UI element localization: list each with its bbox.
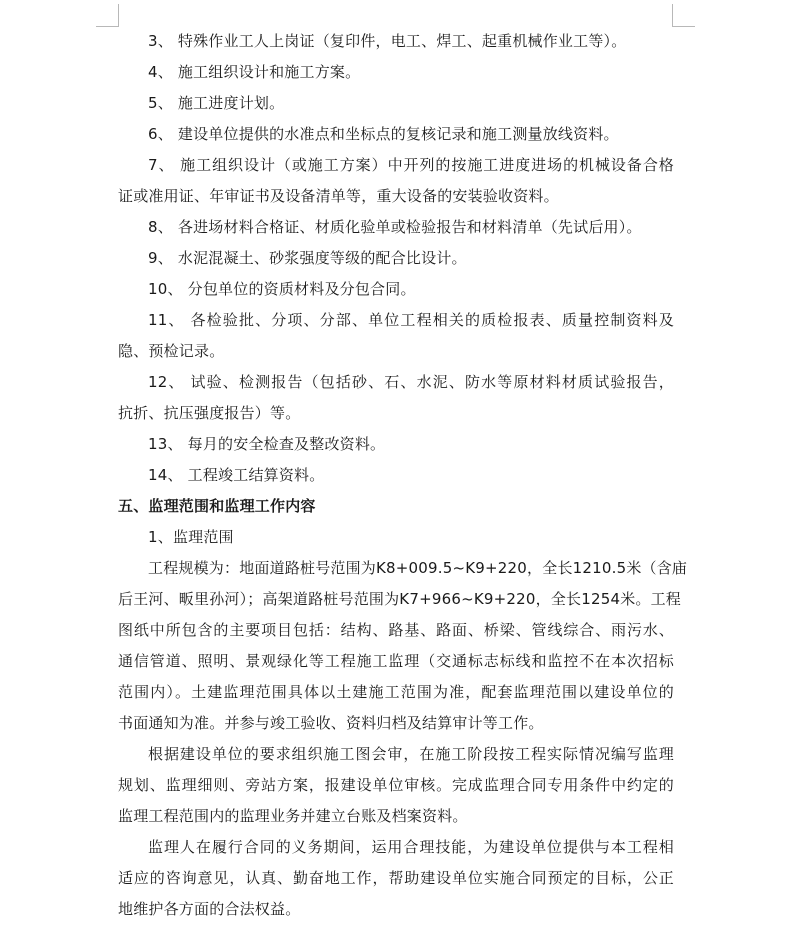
crop-mark-top-right-horizontal [672,26,695,27]
crop-mark-top-left-horizontal [96,26,119,27]
paragraph-3-line-3: 地维护各方面的合法权益。 [118,900,301,918]
list-item-6: 6、 建设单位提供的水准点和坐标点的复核记录和施工测量放线资料。 [148,125,619,143]
list-item-9: 9、 水泥混凝土、砂浆强度等级的配合比设计。 [148,249,467,267]
list-item-11-continued: 隐、预检记录。 [118,342,225,360]
paragraph-1-line-5: 范围内）。土建监理范围具体以土建施工范围为准，配套监理范围以建设单位的 [118,683,674,701]
list-item-14: 14、 工程竣工结算资料。 [148,466,325,484]
paragraph-1-line-2: 后王河、畈里孙河）；高架道路桩号范围为K7+966~K9+220，全长1254米。工程 [118,590,682,608]
paragraph-1-line-1: 工程规模为：地面道路桩号范围为K8+009.5~K9+220，全长1210.5米（含庙 [148,559,688,577]
paragraph-1-line-4: 通信管道、照明、景观绿化等工程施工监理（交通标志标线和监控不在本次招标 [118,652,674,670]
paragraph-1-line-6: 书面通知为准。并参与竣工验收、资料归档及结算审计等工作。 [118,714,544,732]
document-body [118,26,688,925]
paragraph-1-line-3: 图纸中所包含的主要项目包括：结构、路基、路面、桥梁、管线综合、雨污水、 [118,621,674,639]
list-item-5: 5、 施工进度计划。 [148,94,285,112]
list-item-3: 3、 特殊作业工人上岗证（复印件，电工、焊工、起重机械作业工等）。 [148,32,627,50]
paragraph-3-line-1: 监理人在履行合同的义务期间，运用合理技能，为建设单位提供与本工程相 [148,838,674,856]
list-item-12-continued: 抗折、抗压强度报告）等。 [118,404,301,422]
list-item-11: 11、 各检验批、分项、分部、单位工程相关的质检报表、质量控制资料及 [148,311,674,329]
crop-mark-top-left-vertical [118,4,119,26]
section-heading: 五、监理范围和监理工作内容 [118,497,316,515]
paragraph-2-line-3: 监理工程范围内的监理业务并建立台账及档案资料。 [118,807,468,825]
list-item-4: 4、 施工组织设计和施工方案。 [148,63,361,81]
list-item-10: 10、 分包单位的资质材料及分包合同。 [148,280,416,298]
paragraph-2-line-2: 规划、监理细则、旁站方案，报建设单位审核。完成监理合同专用条件中约定的 [118,776,674,794]
list-item-7: 7、 施工组织设计（或施工方案）中开列的按施工进度进场的机械设备合格 [148,156,674,174]
list-item-13: 13、 每月的安全检查及整改资料。 [148,435,386,453]
crop-mark-top-right-vertical [672,4,673,26]
list-item-7-continued: 证或准用证、年审证书及设备清单等，重大设备的安装验收资料。 [118,187,559,205]
paragraph-2-line-1: 根据建设单位的要求组织施工图会审，在施工阶段按工程实际情况编写监理 [148,745,674,763]
paragraph-3-line-2: 适应的咨询意见，认真、勤奋地工作，帮助建设单位实施合同预定的目标，公正 [118,869,674,887]
list-item-12: 12、 试验、检测报告（包括砂、石、水泥、防水等原材料材质试验报告， [148,373,674,391]
list-item-8: 8、 各进场材料合格证、材质化验单或检验报告和材料清单（先试后用）。 [148,218,642,236]
subsection-heading: 1、监理范围 [148,528,234,546]
